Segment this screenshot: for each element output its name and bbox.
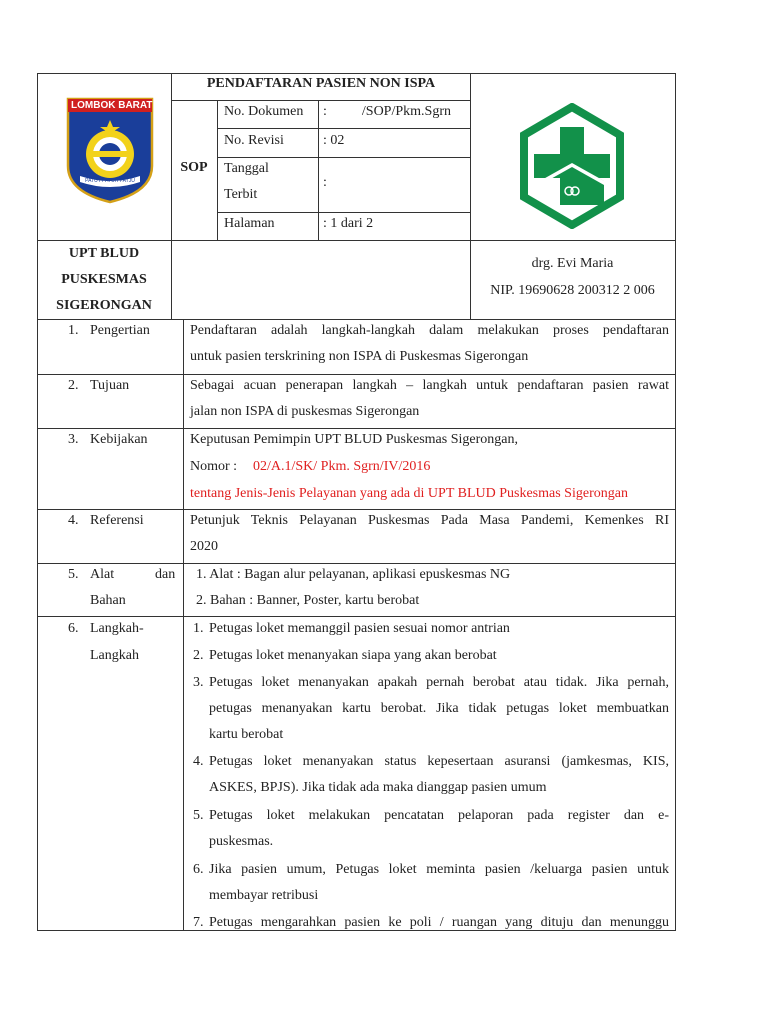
policy-line: Keputusan Pemimpin UPT BLUD Puskesmas Sigerongan, <box>190 432 518 447</box>
step-text-line: kartu berobat <box>209 727 284 742</box>
step-text-line: membayar retribusi <box>209 888 319 903</box>
row-number: 2. <box>68 378 79 393</box>
row-number: 5. <box>68 567 79 582</box>
row-text-line: untuk pasien terskrining non ISPA di Puskesmas Sigerongan <box>190 349 529 364</box>
step-text-line: ASKES, BPJS). Jika tidak ada maka dianggap pasien umum <box>209 780 547 795</box>
row-number: 6. <box>68 621 79 636</box>
org-name-line3: SIGERONGAN <box>56 298 152 313</box>
row-text-line: Petunjuk Teknis Pelayanan Puskesmas Pada Masa Pandemi, Kemenkes RI <box>190 513 669 528</box>
meta-label-page: Halaman <box>224 216 275 231</box>
row-label-referensi: Referensi <box>90 513 144 528</box>
org-name-line2: PUSKESMAS <box>61 272 147 287</box>
step-text-line: Petugas loket menanyakan apakah pernah berobat atau tidak. Jika pernah, <box>209 675 669 690</box>
step-text-line: puskesmas. <box>209 834 274 849</box>
org-name-line1: UPT BLUD <box>68 246 140 261</box>
step-number: 2. <box>193 648 204 663</box>
document-title: PENDAFTARAN PASIEN NON ISPA <box>206 76 436 91</box>
policy-subject: tentang Jenis-Jenis Pelayanan yang ada di UPT BLUD Puskesmas Sigerongan <box>190 486 628 501</box>
step-text-line: Petugas loket menanyakan siapa yang akan berobat <box>209 648 497 663</box>
meta-label-issue-date-line2: Terbit <box>224 187 258 202</box>
row-text-line: jalan non ISPA di puskesmas Sigerongan <box>190 404 420 419</box>
policy-number-label: Nomor : <box>190 459 241 474</box>
meta-label-document-number: No. Dokumen <box>224 104 304 119</box>
step-number: 5. <box>193 808 204 823</box>
row-label-langkah-line1: Langkah- <box>90 621 144 636</box>
step-number: 6. <box>193 862 204 877</box>
step-number: 1. <box>193 621 204 636</box>
policy-number-value: 02/A.1/SK/ Pkm. Sgrn/IV/2016 <box>253 459 431 474</box>
step-number: 7. <box>193 915 204 930</box>
row-number: 4. <box>68 513 79 528</box>
row-text-line: 2020 <box>190 539 218 554</box>
row-text-line: Pendaftaran adalah langkah-langkah dalam melakukan proses pendaftaran <box>190 323 669 338</box>
logo-banner-text: LOMBOK BARAT <box>71 100 153 111</box>
row-label-alat: Alat <box>90 567 115 582</box>
puskesmas-logo <box>518 103 626 229</box>
sop-label: SOP <box>180 160 208 175</box>
step-text-line: Petugas loket menanyakan status kepesertaan asuransi (jamkesmas, KIS, <box>209 754 669 769</box>
row-label-pengertian: Pengertian <box>90 323 150 338</box>
list-item: 1. Alat : Bagan alur pelayanan, aplikasi epuskesmas NG <box>196 567 511 582</box>
step-text-line: Petugas loket melakukan pencatatan pelaporan pada register dan e- <box>209 808 669 823</box>
row-label-bahan: Bahan <box>90 593 126 608</box>
row-label-kebijakan: Kebijakan <box>90 432 148 447</box>
step-text-line: Petugas loket memanggil pasien sesuai nomor antrian <box>209 621 510 636</box>
step-text-line: petugas menanyakan kartu berobat. Jika tidak petugas loket membuatkan <box>209 701 669 716</box>
meta-label-revision: No. Revisi <box>224 133 284 148</box>
step-number: 4. <box>193 754 204 769</box>
list-item: 2. Bahan : Banner, Poster, kartu berobat <box>196 593 420 608</box>
meta-value-revision: : 02 <box>323 133 345 148</box>
row-label-langkah-line2: Langkah <box>90 648 139 663</box>
step-text-line: Jika pasien umum, Petugas loket meminta pasien /keluarga pasien untuk <box>209 862 669 877</box>
meta-value-page: : 1 dari 2 <box>323 216 374 231</box>
meta-label-issue-date-line1: Tanggal <box>224 161 269 176</box>
signer-name: drg. Evi Maria <box>531 256 614 271</box>
step-number: 3. <box>193 675 204 690</box>
row-number: 1. <box>68 323 79 338</box>
meta-value-issue-date: : <box>323 175 327 190</box>
row-number: 3. <box>68 432 79 447</box>
row-label-dan: dan <box>155 567 176 582</box>
row-text-line: Sebagai acuan penerapan langkah – langkah untuk pendaftaran pasien rawat <box>190 378 669 393</box>
row-label-tujuan: Tujuan <box>90 378 130 393</box>
logo-motto-text: PATUT PATUH PATJU <box>85 178 135 184</box>
meta-value-document-number: : /SOP/Pkm.Sgrn <box>323 104 451 119</box>
signer-nip: NIP. 19690628 200312 2 006 <box>490 283 655 298</box>
step-text-line: Petugas mengarahkan pasien ke poli / ruangan yang dituju dan menunggu <box>209 915 669 930</box>
lombok-barat-logo <box>65 96 155 204</box>
